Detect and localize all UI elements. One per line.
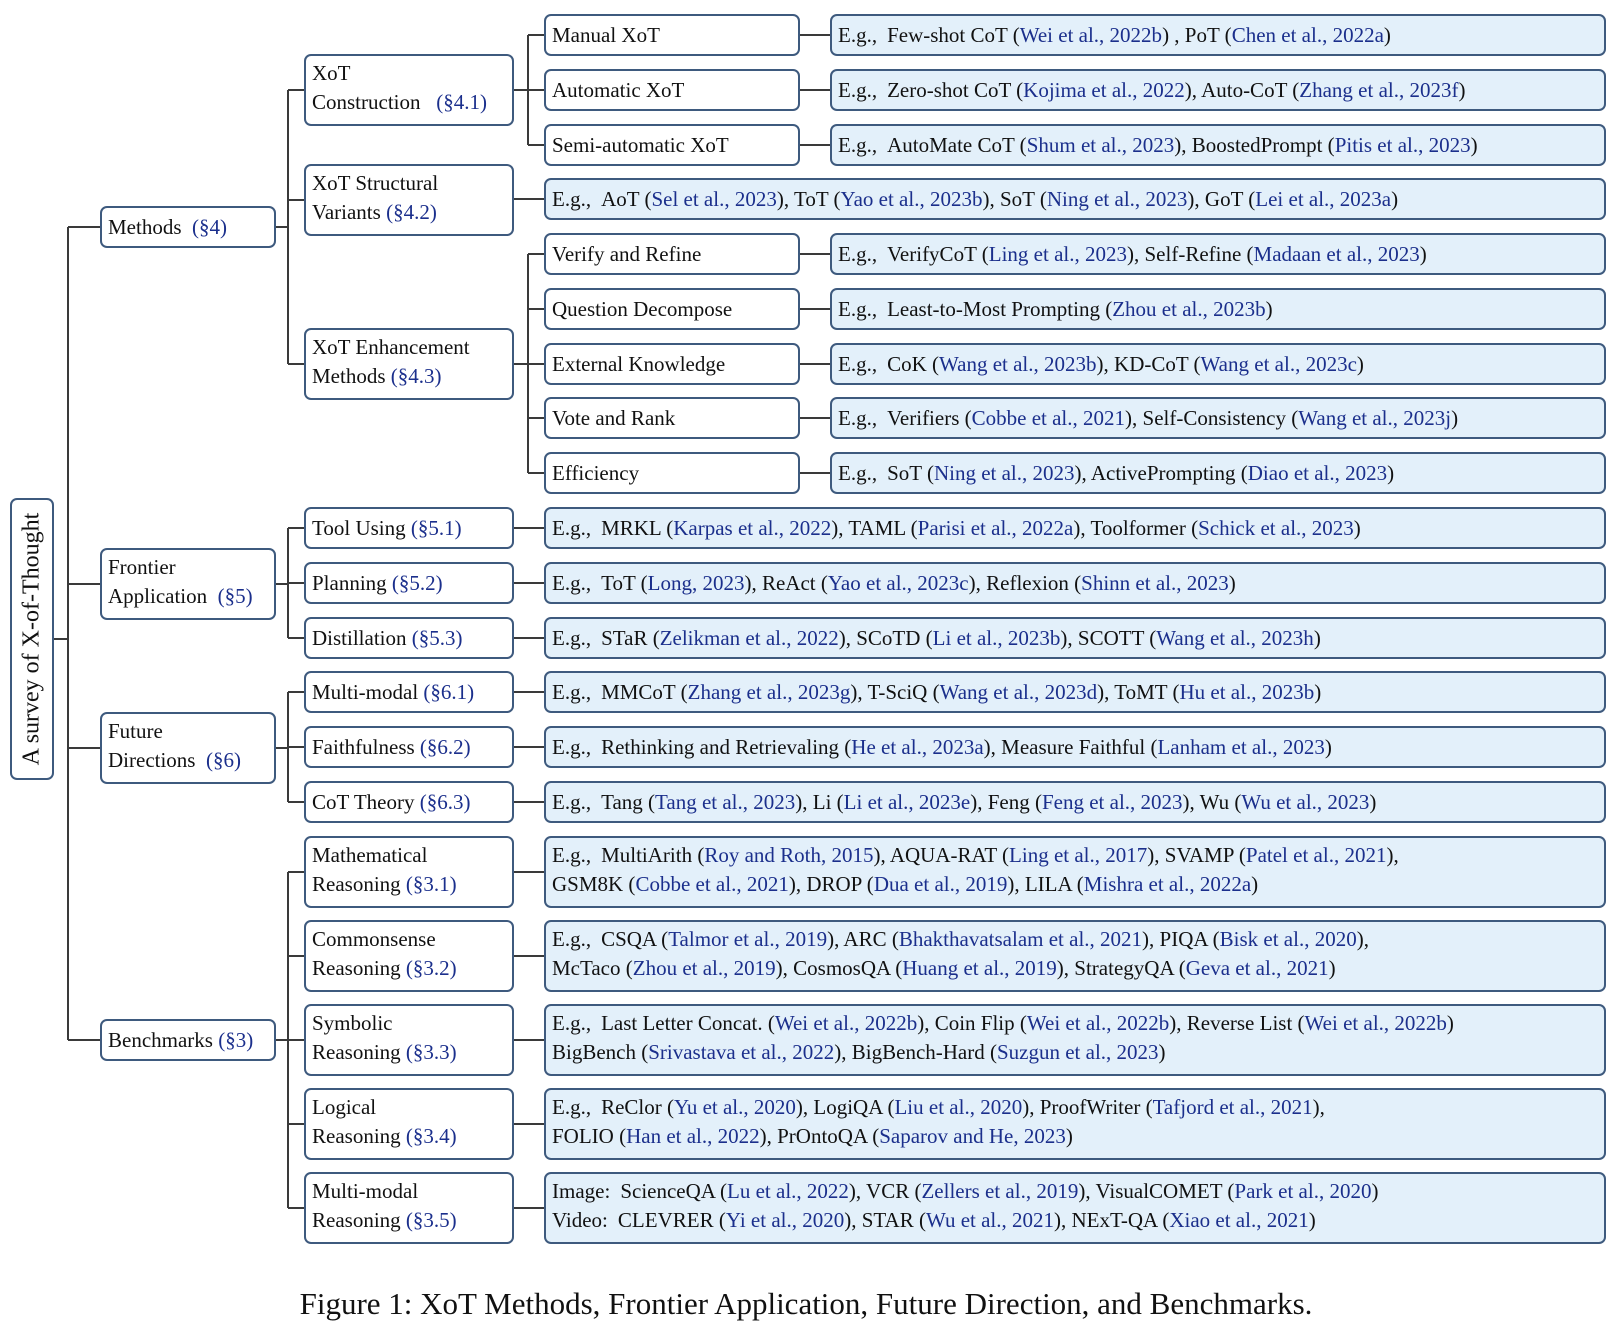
entry-text: ), PIQA ( <box>1142 927 1220 951</box>
entry-text: ), NExT-QA ( <box>1054 1208 1170 1232</box>
entry-text: ), ToT ( <box>776 186 841 211</box>
entry-text: ) <box>1313 625 1321 650</box>
entry-text: ) <box>1383 22 1391 47</box>
leaf-mathematical-reasoning <box>544 836 1606 908</box>
citation: Bhakthavatsalam et al., 2021 <box>898 927 1143 951</box>
entry-text: ), VCR ( <box>848 1179 922 1203</box>
leaf-structural-variants <box>544 178 1606 220</box>
citation: Schick et al., 2023 <box>1198 515 1354 540</box>
example-prefix: E.g., <box>838 132 878 157</box>
connector-line <box>800 35 830 473</box>
citation: Wei et al., 2022b <box>1019 22 1163 47</box>
citation: Pitis et al., 2023 <box>1334 132 1471 157</box>
citation: Ning et al., 2023 <box>933 460 1075 485</box>
entry-text: ), Wu ( <box>1182 789 1242 814</box>
connector-line <box>276 528 304 638</box>
leaf-line <box>552 1206 1598 1235</box>
node-frontier: Frontier Application (§5) <box>100 548 276 620</box>
citation: Dua et al., 2019 <box>873 872 1008 896</box>
entry-text: ) <box>1470 132 1478 157</box>
entry-text: ) <box>1324 734 1332 759</box>
citation: Park et al., 2020 <box>1234 1179 1372 1203</box>
entry-text: BigBench ( <box>552 1040 649 1064</box>
citation: Wang et al., 2023b <box>939 351 1097 376</box>
entry-text: ), VisualCOMET ( <box>1078 1179 1235 1203</box>
leaf-manual-xot <box>830 14 1606 56</box>
citation: Feng et al., 2023 <box>1041 789 1183 814</box>
entry-text: ), DROP ( <box>788 872 874 896</box>
entry-text: FOLIO ( <box>552 1124 627 1148</box>
citation: Liu et al., 2020 <box>894 1095 1023 1119</box>
connector-line <box>276 692 304 802</box>
citation: Wang et al., 2023d <box>939 679 1098 704</box>
node-vote-and-rank: Vote and Rank <box>544 397 800 439</box>
citation: Wang et al., 2023c <box>1200 351 1357 376</box>
entry-text: SoT ( <box>887 460 934 485</box>
entry-text: ), SoT ( <box>982 186 1047 211</box>
citation: Tafjord et al., 2021 <box>1152 1095 1313 1119</box>
node-xot-structural-variants: XoT Structural Variants (§4.2) <box>304 164 514 236</box>
node-multi-modal: Multi-modal (§6.1) <box>304 671 514 713</box>
citation: Zhang et al., 2023f <box>1299 77 1459 102</box>
citation: Shum et al., 2023 <box>1026 132 1175 157</box>
node-methods: Methods (§4) <box>100 206 276 248</box>
entry-text: ) <box>1446 1011 1454 1035</box>
entry-text: ), Self-Refine ( <box>1127 241 1254 266</box>
entry-text: ) <box>1369 789 1377 814</box>
connector-line <box>514 35 544 145</box>
citation: Saparov and He, 2023 <box>879 1124 1066 1148</box>
node-benchmarks: Benchmarks (§3) <box>100 1019 276 1061</box>
leaf-line <box>552 624 1321 653</box>
citation: Wu et al., 2021 <box>925 1208 1055 1232</box>
citation: Zhou et al., 2023b <box>1112 296 1266 321</box>
entry-text: ), CosmosQA ( <box>775 956 903 980</box>
citation: Yu et al., 2020 <box>673 1095 796 1119</box>
entry-text: ), Reflexion ( <box>968 570 1082 595</box>
leaf-line <box>838 240 1427 269</box>
leaf-cot-theory <box>544 781 1606 823</box>
entry-text: ), BigBench-Hard ( <box>834 1040 997 1064</box>
entry-text: ), GoT ( <box>1187 186 1256 211</box>
leaf-line <box>552 185 1398 214</box>
citation: Zellers et al., 2019 <box>921 1179 1079 1203</box>
example-prefix: E.g., <box>552 789 592 814</box>
citation: Lanham et al., 2023 <box>1157 734 1325 759</box>
example-prefix: E.g., <box>552 570 592 595</box>
node-external-knowledge: External Knowledge <box>544 343 800 385</box>
entry-text: ), <box>1386 843 1399 867</box>
citation: Wang et al., 2023j <box>1298 405 1452 430</box>
leaf-planning <box>544 562 1606 604</box>
example-prefix: Video: <box>552 1208 608 1232</box>
leaf-line <box>838 404 1458 433</box>
entry-text: ), PrOntoQA ( <box>759 1124 880 1148</box>
leaf-semi-automatic-xot <box>830 124 1606 166</box>
citation: Talmor et al., 2019 <box>668 927 828 951</box>
example-prefix: E.g., <box>552 679 592 704</box>
leaf-tool-using <box>544 507 1606 549</box>
leaf-line <box>838 21 1391 50</box>
entry-text: GSM8K ( <box>552 872 636 896</box>
entry-text: Few-shot CoT ( <box>887 22 1020 47</box>
citation: Patel et al., 2021 <box>1245 843 1387 867</box>
leaf-line <box>552 925 1598 954</box>
entry-text: ToT ( <box>601 570 648 595</box>
connector-line <box>276 872 304 1208</box>
citation: Mishra et al., 2022a <box>1083 872 1252 896</box>
node-logical-reasoning: Logical Reasoning (§3.4) <box>304 1088 514 1160</box>
entry-text: STaR ( <box>601 625 660 650</box>
leaf-multi-modal-reasoning <box>544 1172 1606 1244</box>
entry-text: ), <box>1356 927 1369 951</box>
leaf-question-decompose <box>830 288 1606 330</box>
example-prefix: E.g., <box>552 1095 592 1119</box>
entry-text: Zero-shot CoT ( <box>887 77 1024 102</box>
leaf-external-knowledge <box>830 343 1606 385</box>
leaf-line <box>552 1177 1598 1206</box>
entry-text: ) <box>1387 460 1395 485</box>
citation: Hu et al., 2023b <box>1179 679 1315 704</box>
entry-text: ), AQUA-RAT ( <box>873 843 1010 867</box>
connector-line <box>514 528 544 802</box>
citation: Li et al., 2023b <box>932 625 1061 650</box>
leaf-efficiency <box>830 452 1606 494</box>
citation: Parisi et al., 2022a <box>917 515 1074 540</box>
entry-text: ScienceQA ( <box>620 1179 728 1203</box>
example-prefix: E.g., <box>838 77 878 102</box>
entry-text: ), Measure Faithful ( <box>983 734 1158 759</box>
node-xot-construction: XoT Construction (§4.1) <box>304 54 514 126</box>
node-semi-automatic-xot: Semi-automatic XoT <box>544 124 800 166</box>
root-label: A survey of X-of-Thought <box>18 512 45 766</box>
entry-text: ), StrategyQA ( <box>1056 956 1186 980</box>
leaf-line <box>552 788 1376 817</box>
example-prefix: E.g., <box>838 241 878 266</box>
citation: Chen et al., 2022a <box>1231 22 1384 47</box>
citation: Lei et al., 2023a <box>1255 186 1392 211</box>
node-tool-using: Tool Using (§5.1) <box>304 507 514 549</box>
entry-text: Rethinking and Retrievaling ( <box>601 734 852 759</box>
node-commonsense-reasoning: Commonsense Reasoning (§3.2) <box>304 920 514 992</box>
citation: Suzgun et al., 2023 <box>996 1040 1159 1064</box>
citation: Bisk et al., 2020 <box>1219 927 1357 951</box>
entry-text: ) <box>1328 956 1336 980</box>
citation: Yao et al., 2023c <box>827 570 969 595</box>
citation: Zelikman et al., 2022 <box>659 625 839 650</box>
leaf-line <box>838 295 1273 324</box>
root-node <box>10 498 54 780</box>
citation: Li et al., 2023e <box>843 789 971 814</box>
leaf-line <box>552 1038 1598 1067</box>
citation: Geva et al., 2021 <box>1185 956 1329 980</box>
citation: Long, 2023 <box>647 570 745 595</box>
node-multi-modal-reasoning: Multi-modal Reasoning (§3.5) <box>304 1172 514 1244</box>
entry-text: ) <box>1251 872 1259 896</box>
citation: Lu et al., 2022 <box>727 1179 849 1203</box>
citation: Wei et al., 2022b <box>1026 1011 1170 1035</box>
leaf-symbolic-reasoning <box>544 1004 1606 1076</box>
entry-text: MMCoT ( <box>601 679 688 704</box>
citation: Sel et al., 2023 <box>651 186 777 211</box>
example-prefix: Image: <box>552 1179 611 1203</box>
entry-text: Tang ( <box>601 789 656 814</box>
leaf-line <box>552 954 1598 983</box>
leaf-line <box>838 76 1465 105</box>
example-prefix: E.g., <box>552 734 592 759</box>
citation: Yao et al., 2023b <box>840 186 983 211</box>
entry-text: McTaco ( <box>552 956 633 980</box>
entry-text: MRKL ( <box>601 515 674 540</box>
entry-text: ) <box>1065 1124 1073 1148</box>
example-prefix: E.g., <box>552 186 592 211</box>
entry-text: ), Self-Consistency ( <box>1125 405 1299 430</box>
entry-text: Verifiers ( <box>887 405 972 430</box>
citation: Zhou et al., 2019 <box>632 956 776 980</box>
example-prefix: E.g., <box>552 515 592 540</box>
entry-text: CSQA ( <box>601 927 669 951</box>
entry-text: ), ARC ( <box>827 927 899 951</box>
leaf-faithfulness <box>544 726 1606 768</box>
leaf-line <box>838 459 1394 488</box>
entry-text: Least-to-Most Prompting ( <box>887 296 1113 321</box>
example-prefix: E.g., <box>838 351 878 376</box>
entry-text: ), Li ( <box>795 789 844 814</box>
example-prefix: E.g., <box>838 460 878 485</box>
node-symbolic-reasoning: Symbolic Reasoning (§3.3) <box>304 1004 514 1076</box>
citation: Wu et al., 2023 <box>1241 789 1370 814</box>
node-verify-and-refine: Verify and Refine <box>544 233 800 275</box>
entry-text: ), ToMT ( <box>1097 679 1180 704</box>
entry-text: ) <box>1353 515 1361 540</box>
citation: Cobbe et al., 2021 <box>971 405 1126 430</box>
entry-text: ), LILA ( <box>1007 872 1084 896</box>
entry-text: ) <box>1265 296 1273 321</box>
entry-text: ) <box>1458 77 1466 102</box>
citation: Wei et al., 2022b <box>774 1011 918 1035</box>
leaf-line <box>838 350 1364 379</box>
citation: Ning et al., 2023 <box>1046 186 1188 211</box>
entry-text: ), KD-CoT ( <box>1096 351 1201 376</box>
entry-text: ), <box>1312 1095 1325 1119</box>
leaf-distillation <box>544 617 1606 659</box>
entry-text: ), Feng ( <box>970 789 1042 814</box>
entry-text: ), ReAct ( <box>744 570 828 595</box>
citation: Huang et al., 2019 <box>902 956 1057 980</box>
entry-text: ), Toolformer ( <box>1073 515 1199 540</box>
citation: Wang et al., 2023h <box>1156 625 1314 650</box>
entry-text: ) <box>1314 679 1322 704</box>
example-prefix: E.g., <box>838 22 878 47</box>
entry-text: ), SCOTT ( <box>1060 625 1157 650</box>
citation: Tang et al., 2023 <box>655 789 796 814</box>
entry-text: CLEVRER ( <box>617 1208 726 1232</box>
entry-text: ) <box>1228 570 1236 595</box>
leaf-line <box>552 841 1598 870</box>
connector-line <box>276 90 304 364</box>
node-manual-xot: Manual XoT <box>544 14 800 56</box>
node-planning: Planning (§5.2) <box>304 562 514 604</box>
citation: Karpas et al., 2022 <box>673 515 832 540</box>
example-prefix: E.g., <box>552 927 592 951</box>
leaf-line <box>552 870 1598 899</box>
entry-text: AoT ( <box>601 186 652 211</box>
entry-text: ) <box>1158 1040 1166 1064</box>
citation: Wei et al., 2022b <box>1304 1011 1447 1035</box>
leaf-line <box>552 1093 1598 1122</box>
node-distillation: Distillation (§5.3) <box>304 617 514 659</box>
entry-text: ) <box>1371 1179 1379 1203</box>
entry-text: ), TAML ( <box>831 515 918 540</box>
node-question-decompose: Question Decompose <box>544 288 800 330</box>
entry-text: ) <box>1391 186 1399 211</box>
entry-text: ) <box>1419 241 1427 266</box>
entry-text: AutoMate CoT ( <box>887 132 1027 157</box>
example-prefix: E.g., <box>838 296 878 321</box>
citation: Madaan et al., 2023 <box>1253 241 1420 266</box>
node-mathematical-reasoning: Mathematical Reasoning (§3.1) <box>304 836 514 908</box>
example-prefix: E.g., <box>552 625 592 650</box>
citation: Ling et al., 2023 <box>988 241 1127 266</box>
entry-text: ), BoostedPrompt ( <box>1174 132 1335 157</box>
leaf-verify-and-refine <box>830 233 1606 275</box>
entry-text: ), T-SciQ ( <box>850 679 940 704</box>
leaf-line <box>838 131 1478 160</box>
entry-text: ), Coin Flip ( <box>917 1011 1027 1035</box>
node-automatic-xot: Automatic XoT <box>544 69 800 111</box>
leaf-line <box>552 1009 1598 1038</box>
citation: Xiao et al., 2021 <box>1169 1208 1309 1232</box>
example-prefix: E.g., <box>552 843 592 867</box>
node-faithfulness: Faithfulness (§6.2) <box>304 726 514 768</box>
entry-text: ), ActivePrompting ( <box>1074 460 1248 485</box>
citation: Yi et al., 2020 <box>725 1208 845 1232</box>
entry-text: ) , PoT ( <box>1162 22 1232 47</box>
entry-text: ), SCoTD ( <box>838 625 933 650</box>
entry-text: VerifyCoT ( <box>887 241 989 266</box>
entry-text: ), LogiQA ( <box>795 1095 895 1119</box>
leaf-line <box>552 569 1236 598</box>
citation: Kojima et al., 2022 <box>1023 77 1185 102</box>
citation: Ling et al., 2017 <box>1009 843 1148 867</box>
entry-text: ) <box>1356 351 1364 376</box>
entry-text: ), Auto-CoT ( <box>1184 77 1300 102</box>
node-cot-theory: CoT Theory (§6.3) <box>304 781 514 823</box>
leaf-line <box>552 1122 1598 1151</box>
entry-text: Last Letter Concat. ( <box>601 1011 775 1035</box>
entry-text: ), ProofWriter ( <box>1022 1095 1153 1119</box>
citation: Zhang et al., 2023g <box>687 679 851 704</box>
citation: He et al., 2023a <box>851 734 984 759</box>
entry-text: ReClor ( <box>601 1095 674 1119</box>
leaf-logical-reasoning <box>544 1088 1606 1160</box>
citation: Shinn et al., 2023 <box>1081 570 1229 595</box>
example-prefix: E.g., <box>552 1011 592 1035</box>
leaf-multi-modal <box>544 671 1606 713</box>
connector-line <box>54 227 100 1040</box>
citation: Roy and Roth, 2015 <box>704 843 874 867</box>
citation: Han et al., 2022 <box>626 1124 760 1148</box>
leaf-commonsense-reasoning <box>544 920 1606 992</box>
node-efficiency: Efficiency <box>544 452 800 494</box>
leaf-line <box>552 678 1321 707</box>
figure-caption: Figure 1: XoT Methods, Frontier Application, Future Direction, and Benchmarks. <box>299 1286 1313 1321</box>
entry-text: ) <box>1451 405 1459 430</box>
entry-text: ) <box>1308 1208 1316 1232</box>
citation: Cobbe et al., 2021 <box>635 872 789 896</box>
entry-text: ), Reverse List ( <box>1169 1011 1305 1035</box>
connector-line <box>514 254 544 473</box>
node-future: Future Directions (§6) <box>100 712 276 784</box>
example-prefix: E.g., <box>838 405 878 430</box>
leaf-line <box>552 733 1332 762</box>
entry-text: ), STAR ( <box>844 1208 926 1232</box>
leaf-vote-and-rank <box>830 397 1606 439</box>
leaf-automatic-xot <box>830 69 1606 111</box>
entry-text: MultiArith ( <box>601 843 705 867</box>
connector-line <box>514 872 544 1208</box>
entry-text: CoK ( <box>887 351 939 376</box>
citation: Diao et al., 2023 <box>1247 460 1388 485</box>
leaf-line <box>552 514 1361 543</box>
citation: Srivastava et al., 2022 <box>648 1040 835 1064</box>
node-xot-enhancement-methods: XoT Enhancement Methods (§4.3) <box>304 328 514 400</box>
entry-text: ), SVAMP ( <box>1147 843 1246 867</box>
